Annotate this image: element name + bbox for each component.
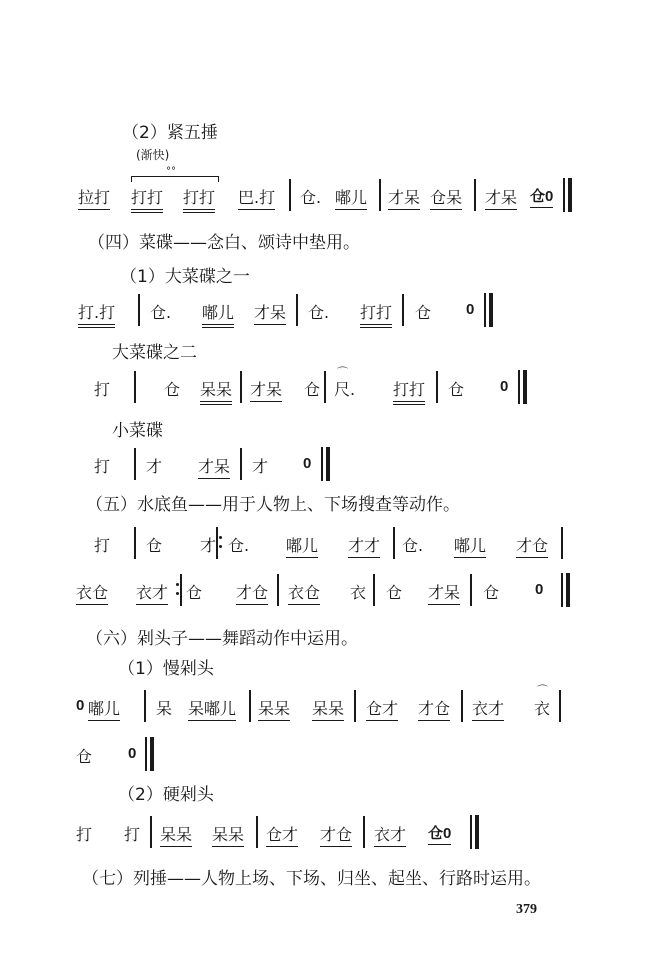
note-yi-cai: 衣才 bbox=[472, 696, 504, 721]
note-yi-cai: 衣才 bbox=[374, 822, 406, 847]
note-yi-cai: 衣才 bbox=[136, 580, 168, 605]
note-du-er: 嘟儿 bbox=[286, 533, 318, 558]
subheading-man-duo-tou: （1）慢剁头 bbox=[118, 659, 214, 679]
repeat-start-sign bbox=[216, 527, 222, 559]
note-da: 打 bbox=[94, 380, 111, 399]
note-du-er: 嘟儿 bbox=[335, 185, 367, 210]
note-dai: 呆 bbox=[156, 699, 173, 718]
bar-line bbox=[240, 448, 242, 480]
note-cang: 仓 bbox=[186, 583, 203, 602]
note-cang-zero: 仓0 bbox=[530, 185, 553, 208]
section-heading-duo-tou-zi: （六）剁头子——舞蹈动作中运用。 bbox=[86, 629, 358, 649]
bar-line bbox=[436, 371, 438, 403]
note-cang: 仓 bbox=[304, 380, 321, 399]
bar-line bbox=[559, 690, 561, 722]
note-cang: 仓. bbox=[150, 303, 172, 322]
note-cang-zero: 仓0 bbox=[428, 822, 451, 845]
note-zero: 0 bbox=[76, 697, 85, 714]
note-zero: 0 bbox=[303, 455, 312, 472]
note-cang-dai: 仓呆 bbox=[430, 185, 462, 210]
bar-line bbox=[474, 179, 476, 211]
note-cang: 仓 bbox=[448, 380, 465, 399]
note-zero: 0 bbox=[128, 745, 137, 762]
note-cang: 仓 bbox=[415, 303, 432, 322]
note-cai-dai: 才呆 bbox=[485, 185, 517, 210]
note-cang-cai: 仓才 bbox=[366, 696, 398, 721]
bar-line bbox=[138, 294, 140, 326]
bar-line bbox=[256, 816, 258, 848]
final-bar-line bbox=[563, 178, 572, 212]
bar-line bbox=[144, 690, 146, 722]
bar-line bbox=[402, 294, 404, 326]
note-zero: 0 bbox=[466, 301, 475, 318]
bar-line bbox=[240, 371, 242, 403]
subheading-ying-duo-tou: （2）硬剁头 bbox=[118, 785, 214, 805]
note-cai-cang: 才仓 bbox=[320, 822, 352, 847]
note-da-da: 打.打 bbox=[78, 300, 115, 328]
note-cang: 仓 bbox=[386, 583, 403, 602]
bar-line bbox=[277, 574, 279, 606]
note-cang: 仓. bbox=[402, 536, 424, 555]
repeat-end-sign bbox=[176, 574, 182, 606]
final-bar-line bbox=[484, 293, 493, 327]
tempo-marking: (渐快) bbox=[136, 148, 170, 162]
note-cai-cang: 才仓 bbox=[418, 696, 450, 721]
note-cai-dai: 才呆 bbox=[428, 580, 460, 605]
note-cai-dai: 才呆 bbox=[388, 185, 420, 210]
note-yi: 衣 bbox=[350, 583, 367, 602]
bar-line bbox=[289, 179, 291, 211]
note-cai-dai: 才呆 bbox=[198, 454, 230, 479]
note-du-er: 嘟儿 bbox=[202, 300, 234, 328]
bar-line bbox=[379, 179, 381, 211]
note-cai-dai: 才呆 bbox=[254, 300, 286, 325]
tuplet-dots: °° bbox=[166, 166, 176, 177]
note-cang: 仓 bbox=[164, 380, 181, 399]
bar-line bbox=[324, 371, 326, 403]
note-cai-cang: 才仓 bbox=[516, 533, 548, 558]
note-da: 打 bbox=[94, 457, 111, 476]
note-cang-cai: 仓才 bbox=[266, 822, 298, 847]
note-cai: 才 bbox=[252, 457, 269, 476]
section-heading-shui-di-yu: （五）水底鱼——用于人物上、下场搜查等动作。 bbox=[86, 495, 460, 515]
bar-line bbox=[150, 816, 152, 848]
note-da-da: 打打 bbox=[183, 185, 215, 213]
subheading-da-cai-die-1: （1）大菜碟之一 bbox=[120, 267, 250, 287]
note-cai-cai: 才才 bbox=[348, 533, 380, 558]
note-da-da: 打打 bbox=[360, 300, 392, 328]
bar-line bbox=[461, 690, 463, 722]
bar-line bbox=[561, 527, 563, 559]
note-dai-dai: 呆呆 bbox=[160, 822, 192, 847]
note-ba-da: 巴.打 bbox=[238, 185, 275, 210]
final-bar-line bbox=[321, 447, 330, 481]
note-dai-dai: 呆呆 bbox=[212, 822, 244, 847]
page-number: 379 bbox=[516, 902, 537, 917]
note-cang: 仓 bbox=[483, 583, 500, 602]
final-bar-line bbox=[470, 815, 479, 849]
note-yi: 衣 bbox=[534, 699, 551, 718]
note-cang: 仓 bbox=[146, 536, 163, 555]
fermata-mark: ⌒ bbox=[337, 366, 348, 379]
bar-line bbox=[354, 690, 356, 722]
note-yi-cang: 衣仓 bbox=[288, 580, 320, 605]
fermata-mark: ⌒ bbox=[537, 684, 548, 697]
subheading-da-cai-die-2: 大菜碟之二 bbox=[112, 343, 197, 363]
note-chi: 尺. bbox=[334, 380, 356, 399]
bar-line bbox=[296, 294, 298, 326]
note-zero: 0 bbox=[535, 581, 544, 598]
note-da: 打 bbox=[124, 825, 141, 844]
bar-line bbox=[134, 371, 136, 403]
note-cang: 仓. bbox=[300, 188, 322, 207]
note-cai: 才 bbox=[200, 536, 217, 555]
note-da-da: 打打 bbox=[131, 185, 163, 213]
note-dai-dai: 呆呆 bbox=[258, 696, 290, 721]
final-bar-line bbox=[518, 370, 527, 404]
note-yi-cang: 衣仓 bbox=[76, 580, 108, 605]
note-da: 打 bbox=[76, 825, 93, 844]
note-du-er: 嘟儿 bbox=[454, 533, 486, 558]
section-heading-jin-wu-chui: （2）紧五捶 bbox=[122, 123, 218, 143]
final-bar-line bbox=[561, 573, 570, 607]
final-bar-line bbox=[145, 737, 154, 771]
note-cang: 仓. bbox=[308, 303, 330, 322]
note-dai-du-er: 呆嘟儿 bbox=[188, 696, 236, 721]
note-cai-cang: 才仓 bbox=[236, 580, 268, 605]
bar-line bbox=[134, 448, 136, 480]
bar-line bbox=[393, 527, 395, 559]
note-dai-dai: 呆呆 bbox=[200, 377, 232, 405]
bar-line bbox=[363, 816, 365, 848]
bar-line bbox=[249, 690, 251, 722]
section-heading-lie-chui: （七）列捶——人物上场、下场、归坐、起坐、行路时运用。 bbox=[82, 869, 541, 889]
section-heading-cai-die: （四）菜碟——念白、颂诗中垫用。 bbox=[88, 233, 360, 253]
bar-line bbox=[470, 574, 472, 606]
note-dai-dai: 呆呆 bbox=[312, 696, 344, 721]
note-cang: 仓 bbox=[76, 747, 93, 766]
bar-line bbox=[134, 527, 136, 559]
note-zero: 0 bbox=[500, 378, 509, 395]
note-du-er: 嘟儿 bbox=[88, 696, 120, 721]
note-da: 打 bbox=[94, 536, 111, 555]
bar-line bbox=[373, 574, 375, 606]
note-cang: 仓. bbox=[228, 536, 250, 555]
note-cai-dai: 才呆 bbox=[250, 377, 282, 402]
note-cai: 才 bbox=[146, 457, 163, 476]
note-da-da: 打打 bbox=[393, 377, 425, 405]
subheading-xiao-cai-die: 小菜碟 bbox=[112, 421, 163, 441]
note-la-da: 拉打 bbox=[78, 185, 110, 210]
